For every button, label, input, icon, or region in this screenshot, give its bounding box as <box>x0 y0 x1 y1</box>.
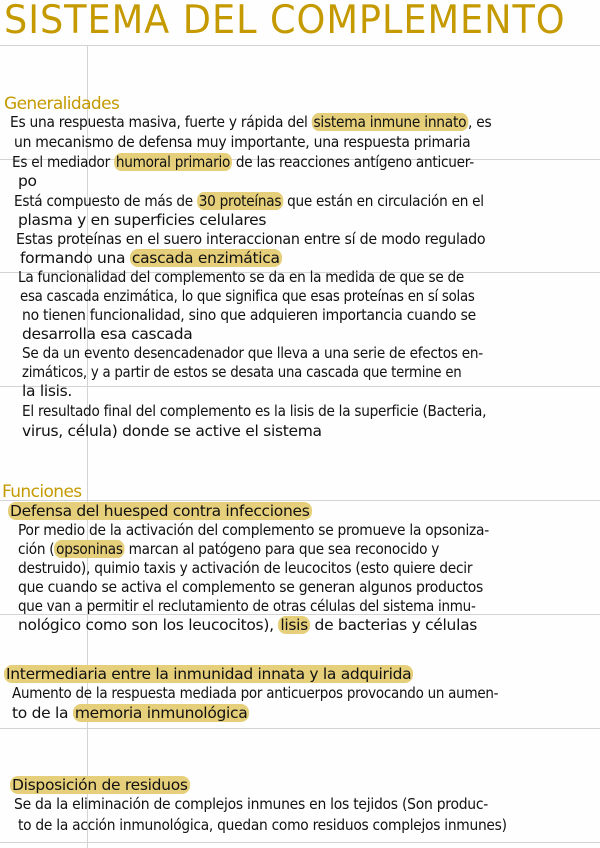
note-line <box>22 306 476 324</box>
note-line <box>18 211 266 229</box>
text: , es <box>468 113 492 131</box>
note-line <box>16 230 485 248</box>
note-line <box>14 192 484 210</box>
text: que están en circulación en el <box>283 192 484 210</box>
text: Es una respuesta masiva, fuerte y rápida del <box>10 113 312 131</box>
highlighted-text: lisis <box>280 616 308 634</box>
text: Generalidades <box>4 94 120 114</box>
text: Por medio de la activación del complemento se promueve la opsoniza- <box>18 521 489 539</box>
note-line <box>18 521 489 539</box>
note-line <box>12 153 474 171</box>
note-line <box>4 665 413 683</box>
note-line <box>22 422 322 440</box>
highlighted-text: opsoninas <box>56 540 123 558</box>
text: marcan al patógeno para que sea reconocido y <box>124 540 440 558</box>
note-line <box>18 559 472 577</box>
note-line <box>20 249 282 267</box>
text: la lisis. <box>22 382 73 400</box>
highlighted-text: memoria inmunológica <box>74 704 248 722</box>
ruled-line <box>0 386 600 387</box>
note-line <box>18 268 464 286</box>
text: Estas proteínas en el suero interaccionan entre sí de modo regulado <box>16 230 486 248</box>
text: nológico como son los leucocitos), <box>18 616 279 634</box>
text: Se da la eliminación de complejos inmunes en los tejidos (Son produc- <box>14 795 489 813</box>
ruled-line <box>0 728 600 729</box>
ruled-line <box>0 45 600 46</box>
text: La funcionalidad del complemento se da en la medida de que se de <box>18 268 465 286</box>
text: no tienen funcionalidad, sino que adquieren importancia cuando se <box>22 306 476 324</box>
note-line <box>14 795 488 813</box>
text: Se da un evento desencadenador que lleva a una serie de efectos en- <box>22 344 483 362</box>
text: El resultado final del complemento es la lisis de la superficie (Bacteria, <box>22 402 487 420</box>
ruled-line <box>0 842 600 843</box>
text: un mecanismo de defensa muy importante, una respuesta primaria <box>14 133 471 151</box>
note-line <box>18 816 507 834</box>
highlighted-text: cascada enzimática <box>131 249 280 267</box>
note-line <box>22 402 486 420</box>
note-line <box>12 704 249 722</box>
note-line <box>18 597 476 615</box>
highlighted-text: humoral primario <box>115 153 231 171</box>
text: que van a permitir el reclutamiento de otras células del sistema inmu- <box>18 597 476 615</box>
note-line <box>12 684 498 702</box>
note-line <box>10 113 491 131</box>
note-line <box>18 616 477 634</box>
text: Está compuesto de más de <box>14 192 197 210</box>
text: po <box>18 172 37 190</box>
highlighted-text: Disposición de residuos <box>12 776 188 794</box>
section-heading <box>4 95 119 113</box>
note-line <box>22 325 193 343</box>
text: destruido), quimio taxis y activación de leucocitos (esto quiere decir <box>18 559 473 577</box>
note-line <box>22 382 72 400</box>
highlighted-text: Defensa del huesped contra infecciones <box>10 502 310 520</box>
note-line <box>22 344 483 362</box>
note-line <box>10 776 190 794</box>
note-line <box>18 578 483 596</box>
text: formando una <box>20 249 130 267</box>
text: desarrolla esa cascada <box>22 325 193 343</box>
note-line <box>22 363 461 381</box>
text: de bacterias y células <box>309 616 478 634</box>
text: to de la <box>12 704 73 722</box>
text: de las reacciones antígeno anticuer- <box>231 153 474 171</box>
text: Aumento de la respuesta mediada por anticuerpos provocando un aumen- <box>12 684 499 702</box>
note-line <box>18 172 37 190</box>
highlighted-text: sistema inmune innato <box>313 113 467 131</box>
page-title: SISTEMA DEL COMPLEMENTO <box>4 0 566 43</box>
section-heading <box>2 483 82 501</box>
note-line <box>8 502 312 520</box>
ruled-line <box>0 500 600 501</box>
text: Es el mediador <box>12 153 115 171</box>
text: plasma y en superficies celulares <box>18 211 267 229</box>
highlighted-text: 30 proteínas <box>198 192 282 210</box>
text: esa cascada enzimática, lo que significa que esas proteínas en sí solas <box>20 287 475 305</box>
text: que cuando se activa el complemento se generan algunos productos <box>18 578 484 596</box>
text: virus, célula) donde se active el sistema <box>22 422 322 440</box>
note-line <box>14 133 470 151</box>
text: ción ( <box>18 540 55 558</box>
note-line <box>18 540 439 558</box>
text: zimáticos, y a partir de estos se desata una cascada que termine en <box>22 363 462 381</box>
note-line <box>20 287 475 305</box>
text: to de la acción inmunológica, quedan como residuos complejos inmunes) <box>18 816 507 834</box>
highlighted-text: Intermediaria entre la inmunidad innata y la adquirida <box>6 665 412 683</box>
text: Funciones <box>2 482 82 502</box>
